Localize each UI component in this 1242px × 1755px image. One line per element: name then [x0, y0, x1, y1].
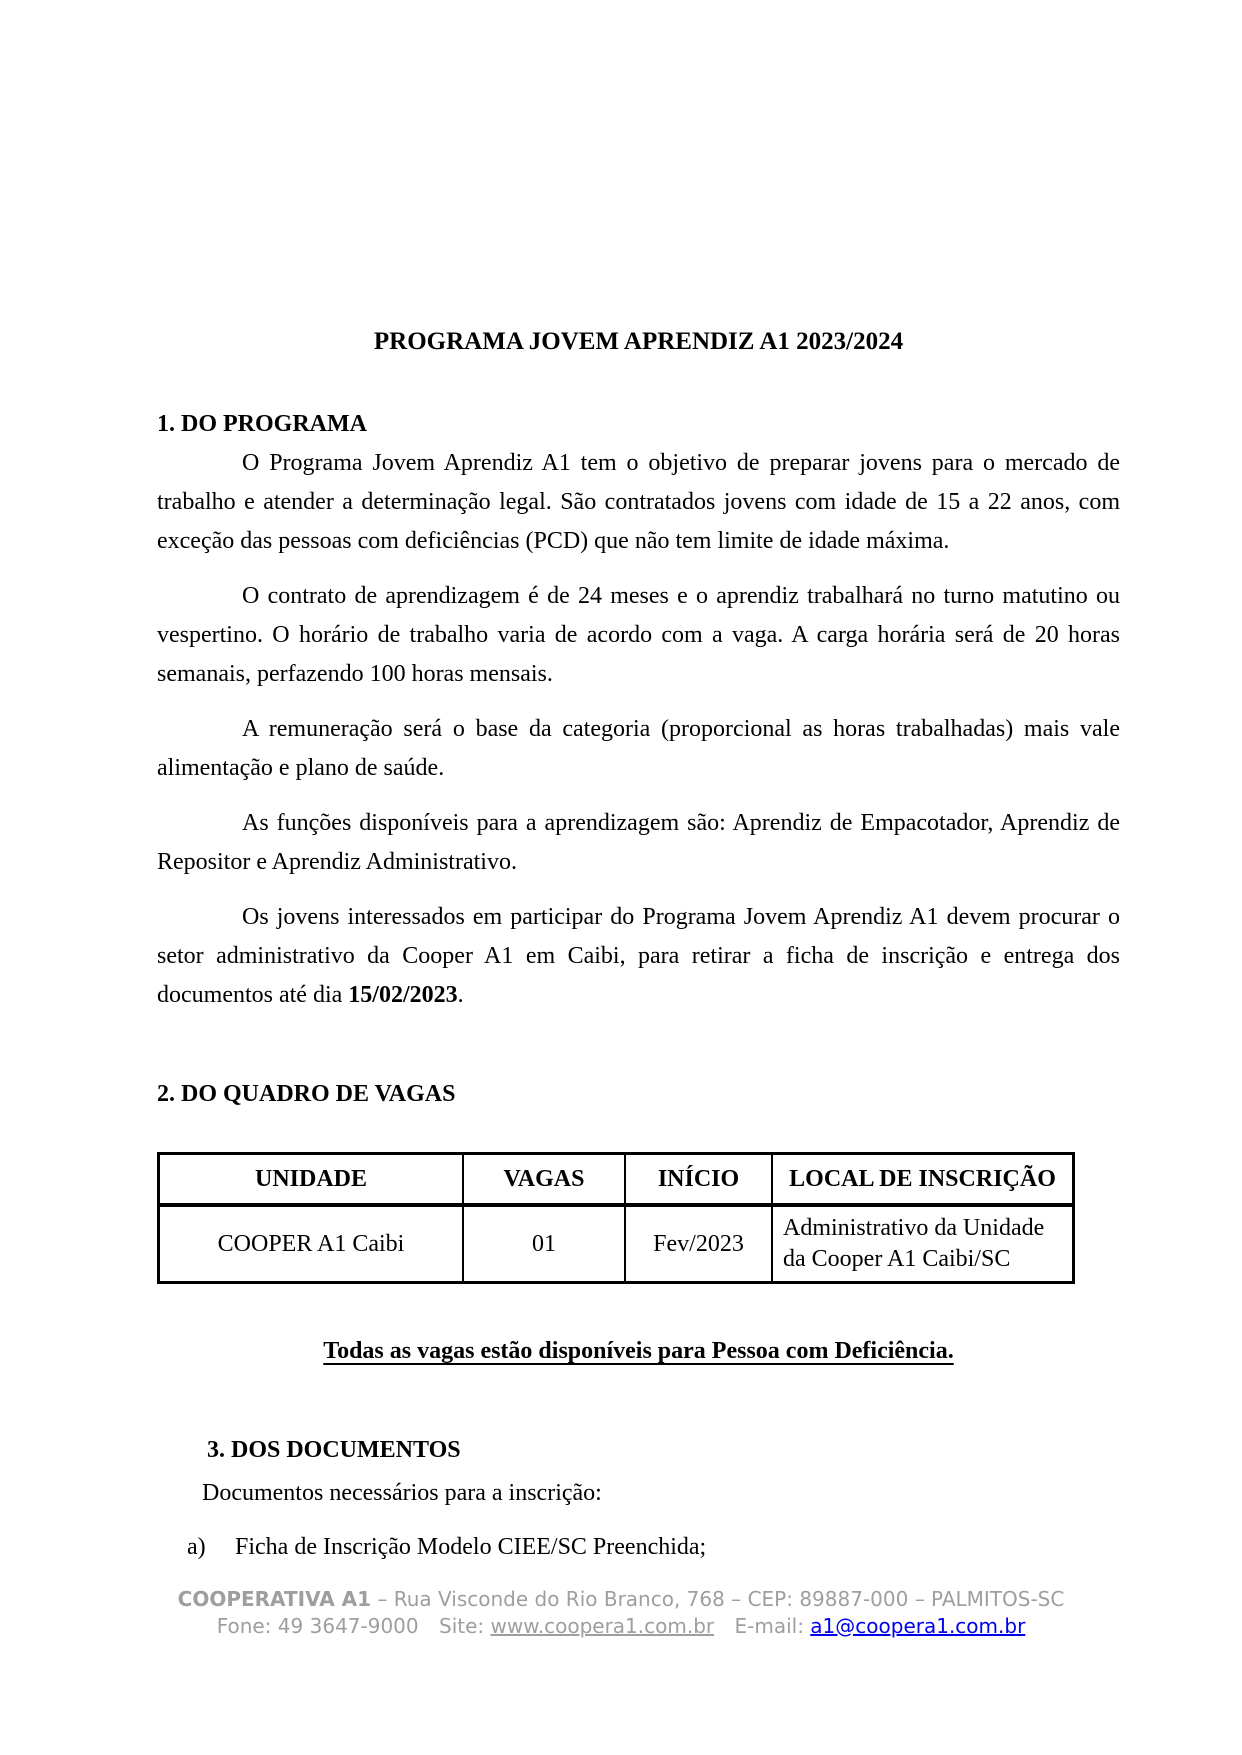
- paragraph-contrato: O contrato de aprendizagem é de 24 meses e o aprendiz trabalhará no turno matutino ou vespertino. O horário de trabalho varia de acordo com a vaga. A carga horária será de 20 horas semanais, perfazendo 100 horas mensais.: [157, 583, 1120, 687]
- document-title: PROGRAMA JOVEM APRENDIZ A1 2023/2024: [373, 328, 904, 355]
- section-1-heading: 1. DO PROGRAMA: [157, 411, 367, 437]
- email-label: E-mail:: [734, 1614, 804, 1638]
- cell-vagas: 01: [463, 1205, 625, 1283]
- documents-intro: Documentos necessários para a inscrição:: [202, 1480, 602, 1506]
- column-header-local: LOCAL DE INSCRIÇÃO: [772, 1154, 1074, 1206]
- section-2-heading: 2. DO QUADRO DE VAGAS: [157, 1081, 456, 1107]
- page-footer: [0, 1586, 1242, 1640]
- paragraph-inscricao-prazo: [157, 898, 1120, 1015]
- site-label: Site:: [439, 1614, 485, 1638]
- section-3-heading: 3. DOS DOCUMENTOS: [207, 1437, 461, 1463]
- paragraph-remuneracao: A remuneração será o base da categoria (proporcional as horas trabalhadas) mais vale alimentação e plano de saúde.: [157, 716, 1120, 781]
- column-header-vagas: VAGAS: [463, 1154, 625, 1206]
- email-link[interactable]: a1@coopera1.com.br: [810, 1614, 1026, 1638]
- list-item-a-marker: a): [187, 1534, 206, 1560]
- cell-unidade: COOPER A1 Caibi: [159, 1205, 464, 1283]
- paragraph-inscricao-period: .: [457, 982, 464, 1008]
- list-item-a-text: Ficha de Inscrição Modelo CIEE/SC Preenchida;: [235, 1534, 707, 1560]
- cell-local: Administrativo da Unidade da Cooper A1 Caibi/SC: [772, 1205, 1074, 1283]
- cell-inicio: Fev/2023: [625, 1205, 772, 1283]
- site-link[interactable]: www.coopera1.com.br: [490, 1614, 715, 1638]
- column-header-inicio: INÍCIO: [625, 1154, 772, 1206]
- pcd-notice: Todas as vagas estão disponíveis para Pessoa com Deficiência.: [323, 1338, 954, 1364]
- paragraph-inscricao-text: Os jovens interessados em participar do Programa Jovem Aprendiz A1 devem procurar o setor administrativo da Cooper A1 em Caibi, para retirar a ficha de inscrição e entrega dos documentos até dia: [157, 904, 1120, 1008]
- paragraph-funcoes: As funções disponíveis para a aprendizagem são: Aprendiz de Empacotador, Aprendiz de Repositor e Aprendiz Administrativo.: [157, 810, 1120, 875]
- company-address: – Rua Visconde do Rio Branco, 768 – CEP: 89887-000 – PALMITOS-SC: [371, 1587, 1065, 1611]
- vagas-table: [157, 1152, 1075, 1284]
- document-content: [157, 0, 1120, 1562]
- footer-address-line: [0, 1586, 1242, 1613]
- phone-number: Fone: 49 3647-9000: [216, 1614, 419, 1638]
- table-row: [159, 1205, 1074, 1283]
- footer-contact-line: [0, 1613, 1242, 1640]
- deadline-date: 15/02/2023: [348, 982, 458, 1008]
- table-header-row: [159, 1154, 1074, 1206]
- column-header-unidade: UNIDADE: [159, 1154, 464, 1206]
- paragraph-programa-objetivo: O Programa Jovem Aprendiz A1 tem o objetivo de preparar jovens para o mercado de trabalho e atender a determinação legal. São contratados jovens com idade de 15 a 22 anos, com exceção das pessoas com deficiências (PCD) que não tem limite de idade máxima.: [157, 450, 1120, 554]
- list-item-a: [187, 1532, 1120, 1562]
- company-name: COOPERATIVA A1: [177, 1587, 372, 1611]
